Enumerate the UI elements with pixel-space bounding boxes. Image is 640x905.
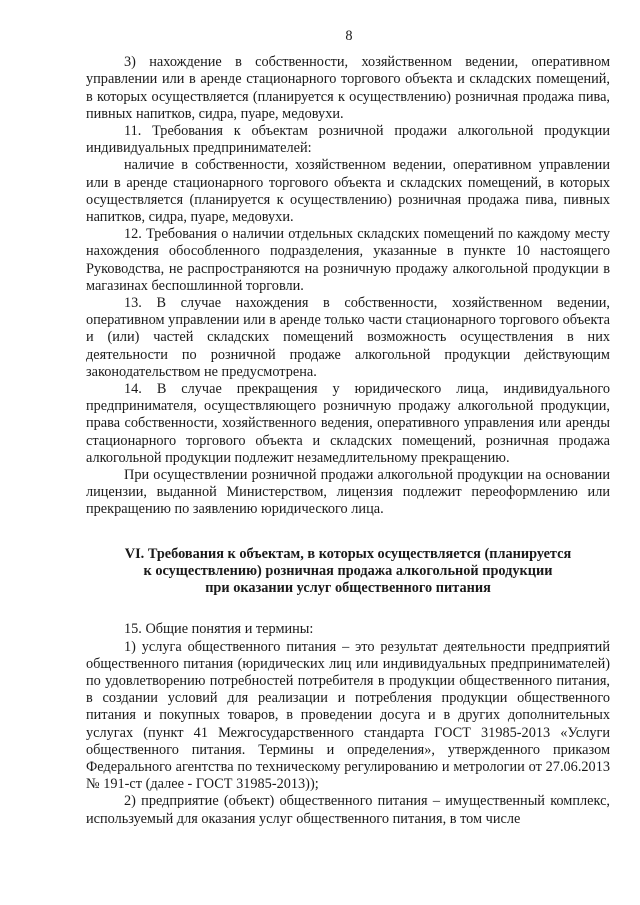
section-heading-line-2: к осуществлению) розничная продажа алкогольной продукции xyxy=(143,562,553,579)
paragraph-11: 11. Требования к объектам розничной продажи алкогольной продукции индивидуальных предпринимателей: xyxy=(86,123,610,157)
section-heading-line-1: VI. Требования к объектам, в которых осуществляется (планируется xyxy=(124,545,572,562)
section-heading-line-3: при оказании услуг общественного питания xyxy=(205,580,491,597)
paragraph-15-item-2: 2) предприятие (объект) общественного питания – имущественный комплекс, используемый для оказания услуг общественного питания, в том числе xyxy=(86,793,610,827)
paragraph-item-3: 3) нахождение в собственности, хозяйственном ведении, оперативном управлении или в аренде стационарного торгового объекта и складских помещений, в которых осуществляется (планируется к осуществлению) розничная продажа пива, пивных напитков, сидра, пуаре, медовухи. xyxy=(86,54,610,122)
section-heading xyxy=(86,546,610,598)
paragraph-14-license: При осуществлении розничной продажи алкогольной продукции на основании лицензии, выданной Министерством, лицензия подлежит переоформлению или прекращению по заявлению юридического лица. xyxy=(86,467,610,518)
paragraph-14: 14. В случае прекращения у юридического лица, индивидуального предпринимателя, осуществляющего розничную продажу алкогольной продукции, права собственности, хозяйственного ведения, оперативного управления или аренды стационарного торгового объекта и складских помещений, розничная продажа алкогольной продукции подлежит незамедлительному прекращению. xyxy=(86,381,610,466)
page-number: 8 xyxy=(345,28,353,44)
paragraph-12: 12. Требования о наличии отдельных складских помещений по каждому месту нахождения обособленного подразделения, указанные в пункте 10 настоящего Руководства, не распространяются на розничную продажу алкогольной продукции в магазинах беспошлинной торговли. xyxy=(86,226,610,294)
paragraph-11-body: наличие в собственности, хозяйственном ведении, оперативном управлении или в аренде стационарного торгового объекта и складских помещений, в которых осуществляется (планируется к осуществлению) розничная продажа пива, пивных напитков, сидра, пуаре, медовухи. xyxy=(86,157,610,226)
paragraph-15-item-1: 1) услуга общественного питания – это результат деятельности предприятий общественного питания (юридических лиц или индивидуальных предпринимателей) по удовлетворению потребностей потребителя в продукции общественного питания, в создании условий для реализации и потребления продукции общественного питания и покупных товаров, в проведении досуга и в других дополнительных услугах (пункт 41 Межгосударственного стандарта ГОСТ 31985-2013 «Услуги общественного питания. Термины и определения», утвержденного приказом Федерального агентства по техническому регулированию и метрологии от 27.06.2013 № 191-ст (далее - ГОСТ 31985-2013)); xyxy=(86,638,610,793)
paragraph-15: 15. Общие понятия и термины: xyxy=(124,621,314,638)
paragraph-13: 13. В случае нахождения в собственности, хозяйственном ведении, оперативном управлении или в аренде только части стационарного торгового объекта и (или) частей складских помещений возможность осуществления в них деятельности по розничной продаже алкогольной продукции действующим законодательством не предусмотрена. xyxy=(86,295,610,380)
